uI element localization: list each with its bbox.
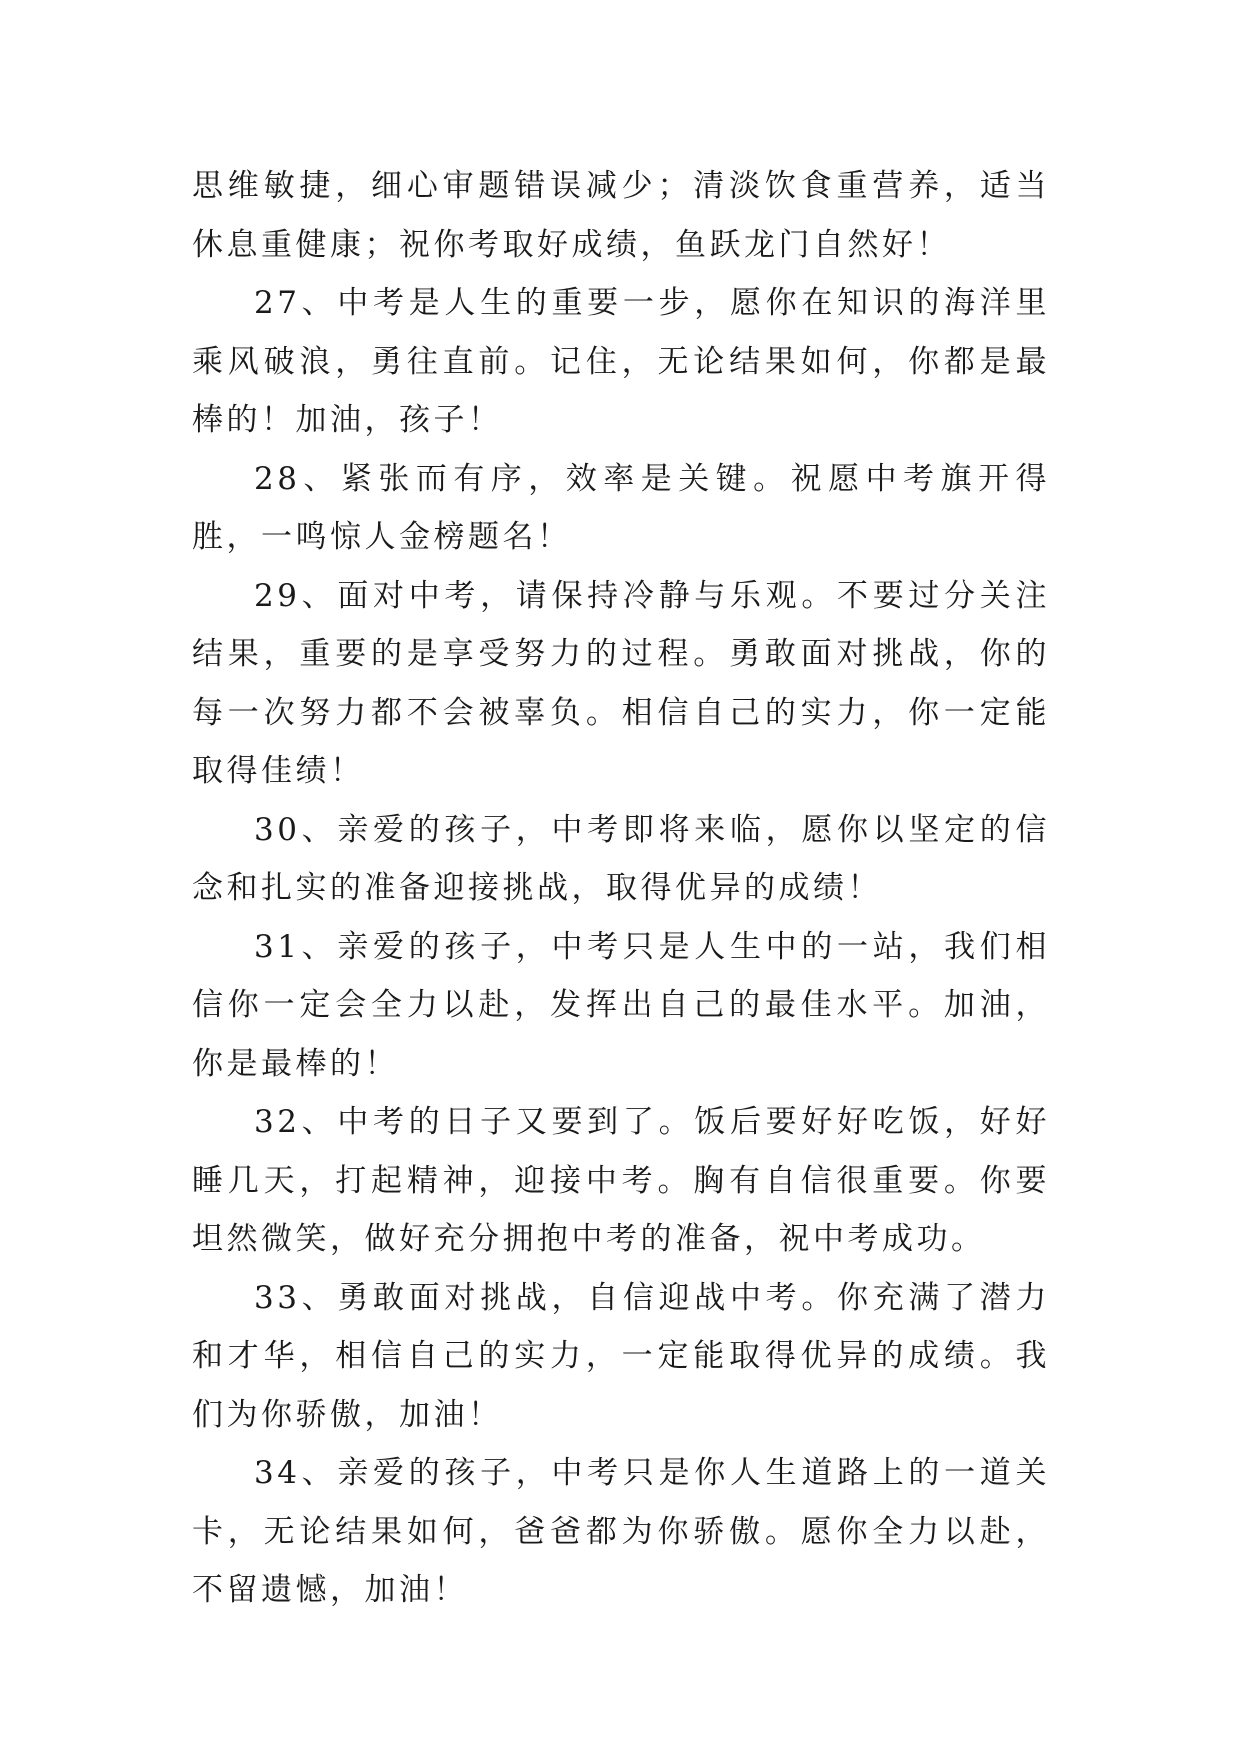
paragraph-32: 32、中考的日子又要到了。饭后要好好吃饭，好好睡几天，打起精神，迎接中考。胸有自信很重要。你要坦然微笑，做好充分拥抱中考的准备，祝中考成功。 <box>192 1104 1050 1257</box>
paragraph-33: 33、勇敢面对挑战，自信迎战中考。你充满了潜力和才华，相信自己的实力，一定能取得优异的成绩。我们为你骄傲，加油！ <box>192 1279 1050 1433</box>
paragraph-29: 29、面对中考，请保持冷静与乐观。不要过分关注结果，重要的是享受努力的过程。勇敢面对挑战，你的每一次努力都不会被辜负。相信自己的实力，你一定能取得佳绩！ <box>192 577 1050 789</box>
paragraph-34: 34、亲爱的孩子，中考只是你人生道路上的一道关卡，无论结果如何，爸爸都为你骄傲。愿你全力以赴，不留遗憾，加油！ <box>192 1455 1050 1608</box>
paragraph-31: 31、亲爱的孩子，中考只是人生中的一站，我们相信你一定会全力以赴，发挥出自己的最佳水平。加油，你是最棒的！ <box>192 928 1050 1082</box>
paragraph-continuation: 思维敏捷，细心审题错误减少；清淡饮食重营养，适当休息重健康；祝你考取好成绩，鱼跃龙门自然好！ <box>192 168 1050 263</box>
paragraph-30: 30、亲爱的孩子，中考即将来临，愿你以坚定的信念和扎实的准备迎接挑战，取得优异的成绩！ <box>192 811 1050 906</box>
paragraph-28: 28、紧张而有序，效率是关键。祝愿中考旗开得胜，一鸣惊人金榜题名！ <box>192 460 1050 555</box>
document-body <box>192 157 1050 1620</box>
paragraph-27: 27、中考是人生的重要一步，愿你在知识的海洋里乘风破浪，勇往直前。记住，无论结果如何，你都是最棒的！加油，孩子！ <box>192 285 1050 438</box>
